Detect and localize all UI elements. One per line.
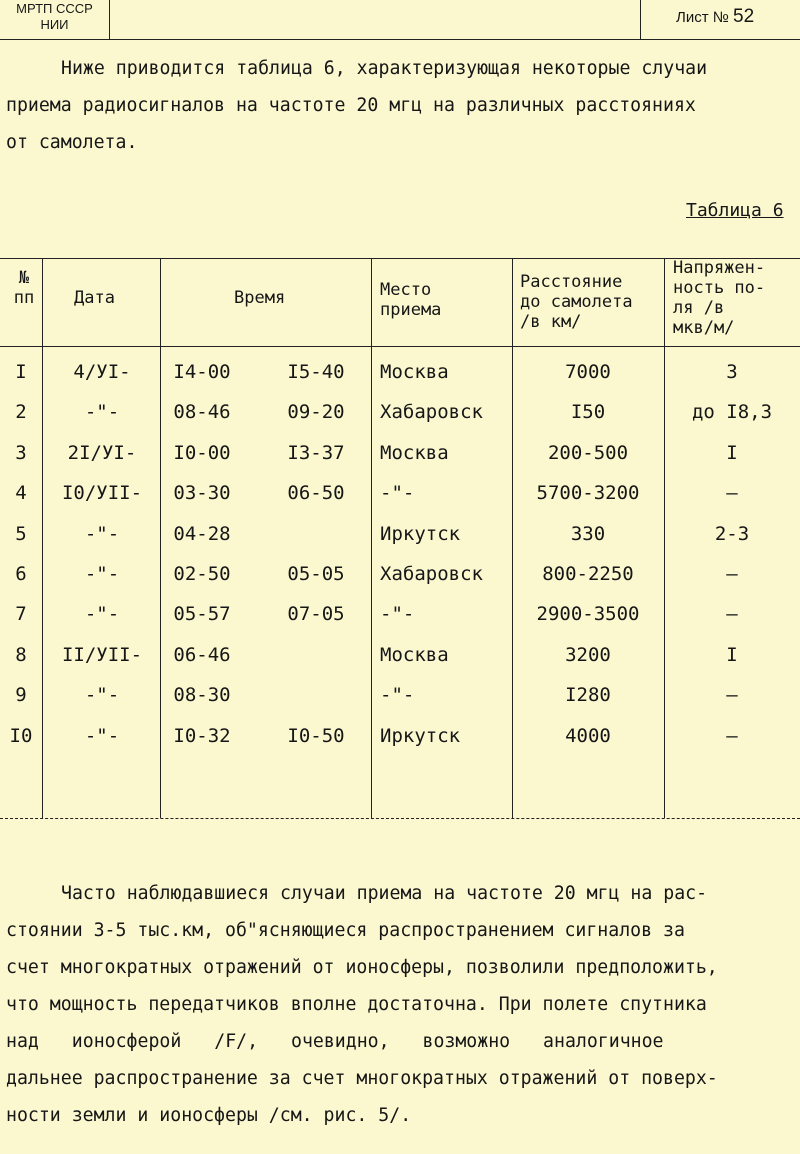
header-distance-line: /в км/: [520, 312, 582, 332]
sheet-number-box: [640, 0, 800, 40]
cell-date: II/УII-: [61, 643, 143, 666]
header-field-line: мкв/м/: [673, 318, 735, 338]
cell-t2: I5-40: [287, 361, 345, 383]
cell-date: -"-: [84, 603, 120, 626]
cell-date: -"-: [84, 563, 120, 585]
conclusion-line: ности земли и ионосферы /см. рис. 5/.: [6, 1105, 412, 1126]
cell-place: Иркутск: [380, 724, 461, 747]
table-caption: Таблица 6: [686, 200, 784, 221]
header-num-line: №: [18, 268, 30, 288]
cell-field: 3: [726, 361, 738, 383]
cell-t1: I0-00: [173, 441, 231, 464]
conclusion-line: что мощность передатчиков вполне достаточна. При полете спутника: [6, 994, 707, 1015]
header-time: Время: [234, 288, 286, 308]
cell-place: Хабаровск: [380, 563, 483, 585]
header-num-line: пп: [13, 288, 35, 308]
cell-date: -"-: [84, 522, 120, 545]
header-place-line: приема: [380, 300, 442, 320]
cell-place: Иркутск: [380, 522, 461, 545]
cell-distance: 800-2250: [542, 563, 634, 585]
sheet-label: Лист №: [676, 9, 729, 26]
cell-t1: 06-46: [173, 643, 231, 666]
conclusion-line: стоянии 3-5 тыс.км, об"ясняющиеся распространением сигналов за: [6, 920, 685, 941]
cell-t2: 06-50: [287, 482, 345, 505]
cell-num: 8: [15, 643, 27, 666]
cell-place: Москва: [380, 361, 449, 383]
header-distance-line: до самолета: [520, 292, 633, 312]
org-line-2: НИИ: [40, 17, 69, 32]
cell-place: -"-: [380, 684, 415, 707]
cell-t1: I0-32: [173, 724, 231, 747]
cell-num: 9: [15, 684, 27, 707]
cell-date: I0/УII-: [61, 482, 143, 505]
org-line-1: МРТП СССР: [16, 1, 93, 16]
cell-t1: 02-50: [173, 563, 231, 585]
cell-t1: 03-30: [173, 482, 231, 505]
header-field-line: ля /в: [673, 298, 725, 318]
cell-place: -"-: [380, 603, 415, 626]
cell-distance: 4000: [565, 724, 611, 747]
cell-t1: 08-30: [173, 684, 231, 707]
cell-distance: I50: [570, 401, 606, 424]
cell-num: I0: [9, 724, 33, 747]
sheet-number: 52: [733, 6, 755, 27]
cell-t2: 09-20: [287, 401, 345, 424]
column-divider: [160, 258, 161, 818]
cell-field: I: [726, 643, 738, 666]
header-field-strength: [673, 258, 765, 338]
header-divider: [110, 39, 640, 40]
cell-num: 6: [15, 563, 27, 585]
cell-t2: I0-50: [287, 724, 345, 747]
cell-distance: I280: [565, 684, 611, 707]
cell-t2: 07-05: [287, 603, 345, 626]
header-place-line: Место: [380, 280, 432, 300]
conclusion-line: над ионосферой /F/, очевидно, возможно аналогичное: [6, 1031, 664, 1052]
cell-date: 2I/УI-: [67, 441, 137, 464]
cell-distance: 2900-3500: [536, 603, 640, 626]
header-field-line: ность по-: [673, 278, 766, 298]
cell-field: 2-3: [714, 522, 750, 545]
cell-t1: 04-28: [173, 522, 231, 545]
cell-distance: 5700-3200: [536, 482, 640, 505]
cell-date: -"-: [84, 724, 120, 747]
conclusion-paragraph: [6, 875, 798, 1134]
cell-place: Хабаровск: [380, 401, 483, 424]
cell-t2: 05-05: [287, 563, 345, 585]
cell-place: -"-: [380, 482, 415, 505]
header-distance-line: Расстояние: [520, 272, 623, 292]
cell-num: 5: [15, 522, 27, 545]
intro-line: от самолета.: [6, 132, 138, 153]
conclusion-line: Часто наблюдавшиеся случаи приема на частоте 20 мгц на рас-: [61, 883, 708, 904]
table-bottom-dashed-line: [0, 818, 800, 819]
cell-field: до I8,3: [691, 401, 773, 424]
cell-field: –: [726, 684, 738, 707]
cell-field: –: [726, 563, 738, 585]
cell-field: –: [726, 603, 738, 626]
header-distance: [520, 272, 633, 332]
header-field-line: Напряжен-: [673, 258, 766, 278]
cell-distance: 200-500: [547, 441, 629, 464]
cell-num: 7: [15, 603, 27, 626]
cell-num: 2: [15, 401, 27, 424]
table-header-border: [0, 346, 800, 347]
intro-paragraph: [6, 50, 798, 161]
cell-date: 4/УI-: [73, 361, 131, 383]
cell-t2: I3-37: [287, 441, 345, 464]
cell-t1: 05-57: [173, 603, 231, 626]
cell-place: Москва: [380, 643, 449, 666]
header-date: Дата: [74, 288, 115, 308]
column-divider: [371, 258, 372, 818]
cell-place: Москва: [380, 441, 449, 464]
cell-distance: 3200: [565, 643, 611, 666]
cell-distance: 7000: [565, 361, 611, 383]
cell-date: -"-: [84, 684, 120, 707]
cell-distance: 330: [570, 522, 606, 545]
cell-t1: 08-46: [173, 401, 231, 424]
cell-t1: I4-00: [173, 361, 231, 383]
cell-num: 3: [15, 441, 27, 464]
conclusion-line: счет многократных отражений от ионосферы, позволили предположить,: [6, 957, 718, 978]
intro-line: приема радиосигналов на частоте 20 мгц на различных расстояниях: [6, 95, 696, 116]
cell-field: –: [726, 724, 738, 747]
header-place: [380, 280, 441, 320]
cell-num: I: [15, 361, 27, 383]
conclusion-line: дальнее распространение за счет многократных отражений от поверх-: [6, 1068, 718, 1089]
cell-num: 4: [15, 482, 27, 505]
intro-line: Ниже приводится таблица 6, характеризующая некоторые случаи: [61, 58, 708, 79]
organization-stamp: [0, 0, 110, 40]
header-num: [12, 268, 36, 308]
cell-date: -"-: [84, 401, 120, 424]
column-divider: [42, 258, 43, 818]
cell-field: –: [726, 482, 738, 505]
cell-field: I: [726, 441, 738, 464]
